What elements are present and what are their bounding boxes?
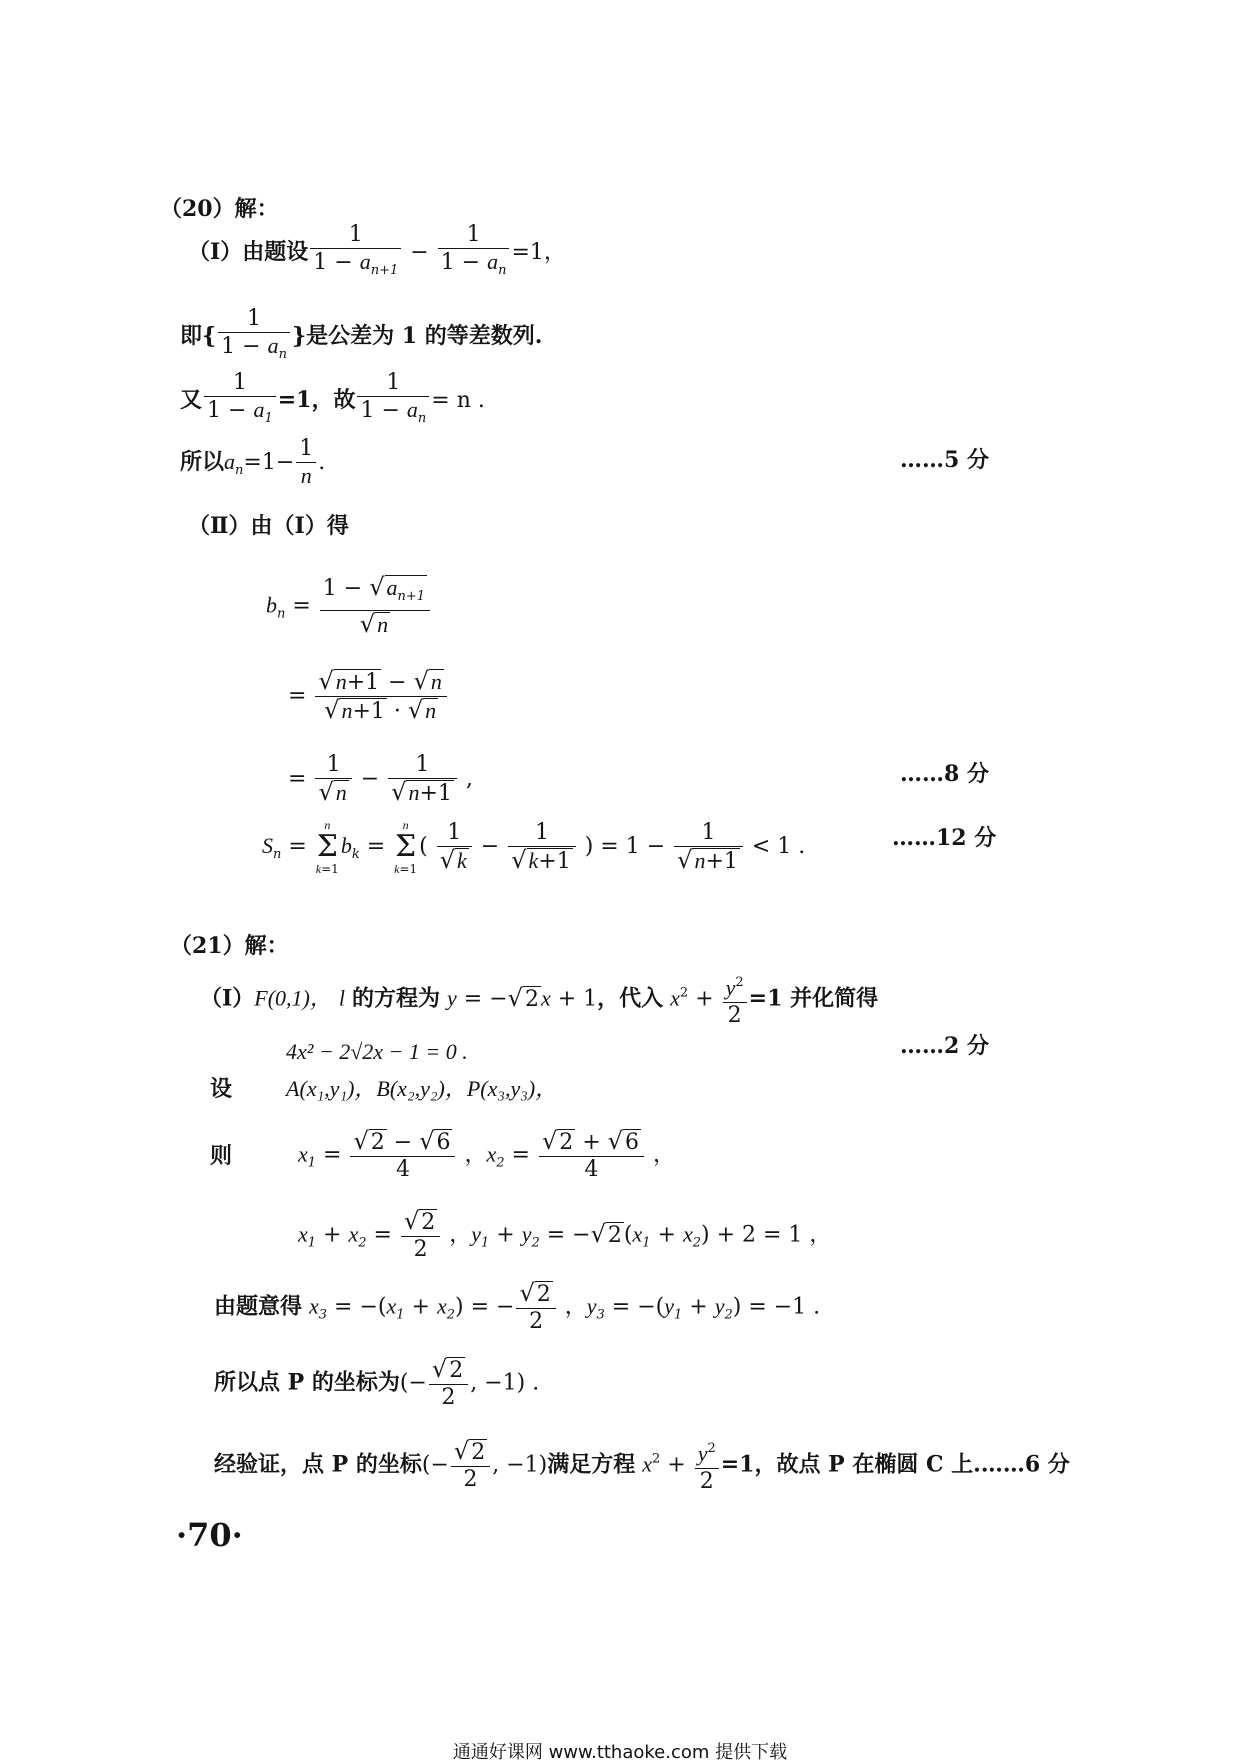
q20-line-1: （Ⅰ）由题设 $\frac{1}{1 - a_{n+1}}$ − $\frac{1}{1 - a_n}$ =1， [188,222,566,284]
sum-symbol: n Σ k=1 [394,818,418,876]
footer-credit: 通通好课网 www.tthaoke.com 提供下载 [452,1742,788,1763]
q21-verify: 经验证，点 P 的坐标(− $\frac{√2}{2}$ , −1)满足方程 $x^2$ + $\frac{y^2}{2}$ =1，故点 P 在椭圆 C 上.……6 分 [214,1437,1070,1494]
score-5: ……5 分 [900,447,989,473]
q21-points [286,1075,557,1104]
q21-sum-values: $x_1 + x_2$ = $\frac{√2}{2}$ ，$y_1 + y_2 = -√2(x_1 + x_2) + 2 = 1$ ， [298,1207,832,1262]
fraction: $\frac{1}{n}$ [296,436,316,490]
fraction: $\frac{√2 + √6}{4}$ [539,1128,644,1183]
fraction: $\frac{y^2}{2}$ [695,1436,719,1495]
q21-verify-prefix: 经验证，点 P 的坐标 [214,1451,422,1478]
fraction: $\frac{1}{1 - a_n}$ [218,306,290,368]
fraction: $\frac{1}{1 - a_1}$ [204,370,276,432]
q20-line-3 [180,370,485,432]
score-8: ……8 分 [900,761,989,787]
fraction: $\frac{1}{1 - a_n}$ [438,222,510,284]
q20-line-3-prefix: 又 [180,387,203,413]
fraction: $\frac{1}{√n+1}$ [388,752,457,807]
q20-part-2: （Ⅱ）由（Ⅰ）得 [188,513,349,539]
score-6: ……6 分 [980,1451,1070,1478]
fraction: $\frac{1}{√k}$ [437,820,472,875]
q21-focus: F(0,1)， [254,985,332,1011]
q20-line-4: 所以$a_n=1-$ $\frac{1}{n}$ . [180,436,326,488]
fraction: $\frac{√2}{2}$ [401,1208,440,1263]
q21-by-meaning-label: 由题意得 [214,1293,303,1320]
q21-verify-suffix: =1，故点 P 在椭圆 C 上. [720,1451,981,1478]
q20-sn-eq: $S_n$ = n Σ k=1 $b_k$ = n Σ k=1 ( $\frac{1}{√k}$ − $\frac{1}{√k+1}$ ) = 1 − $\frac{1}{√n+1}$ < 1 . [262,818,806,876]
q20-bn-eq-1: $b_n$ = $\frac{1 - √a_{n+1}}{√n}$ [266,574,432,639]
q21-header: （21）解： [170,933,289,959]
q20-header: （20）解： [160,196,279,222]
q20-line-2 [180,306,542,368]
q20-bn-eq-2: = $\frac{√n+1 - √n}{√n+1 \cdot √n}$ [288,668,449,725]
fraction: $\frac{√2}{2}$ [429,1356,468,1411]
fraction: $\frac{1}{√n+1}$ [674,820,743,875]
q21-line-1-suffix: =1 并化简得 [748,985,879,1012]
q21-verify-mid: 满足方程 [547,1451,636,1478]
fraction: $\frac{1}{1 - a_{n+1}}$ [310,222,401,284]
sum-symbol: n Σ k=1 [315,818,339,876]
q20-line-4-eq: =1− [243,450,295,475]
fraction: $\frac{1}{√n}$ [315,752,351,807]
q21-line-1: （Ⅰ）F(0,1)， l 的方程为 y = −√2x + 1，代入 $x^2$ + $\frac{y^2}{2}$ =1 并化简得 [200,970,878,1029]
fraction: $\frac{√n+1 - √n}{√n+1 \cdot √n}$ [315,668,446,725]
q21-line-1-mid2: ，代入 [597,985,664,1012]
fraction: $\frac{y^2}{2}$ [723,970,747,1029]
q21-by-meaning: 由题意得 $x_3 = -(x_1 + x_2)$ = − $\frac{√2}{2}$ ，$y_3 = -(y_1 + y_2) = -1$ . [214,1279,821,1334]
score-12: ……12 分 [892,825,997,851]
q20-line-2-suffix: }是公差为 1 的等差数列. [291,323,543,349]
q20-bn-eq-3: = $\frac{1}{√n}$ − $\frac{1}{√n+1}$ , [288,752,473,806]
q21-points-text: A(x₁,y₁)，B(x₂,y₂)，P(x₃,y₃)， [286,1076,558,1101]
q21-x-values: $x_1$ = $\frac{√2 - √6}{4}$ ，$x_2$ = $\frac{√2 + √6}{4}$ ， [298,1127,675,1182]
q20-line-1-suffix: =1， [511,240,566,265]
fraction: $\frac{√2 - √6}{4}$ [350,1128,455,1183]
score-2: ……2 分 [900,1033,989,1059]
q21-line-1-mid1: 的方程为 [352,985,441,1012]
page-number: ·70· [176,1516,243,1554]
fraction: $\frac{√2}{2}$ [451,1438,490,1493]
q20-line-3-suffix: = n . [431,388,485,413]
q21-quadratic-text: 4x² − 2√2x − 1 = 0 . [286,1039,468,1064]
fraction: $\frac{1}{1 - a_n}$ [357,370,429,432]
q21-coord: 所以点 P 的坐标为(− $\frac{√2}{2}$ , −1) . [214,1355,540,1410]
fraction: $\frac{1}{√k+1}$ [508,820,576,875]
q20-line-4-prefix: 所以 [180,449,225,475]
q20-line-3-mid: =1，故 [277,387,356,413]
q21-then-label: 则 [210,1143,233,1169]
q21-set-label: 设 [210,1076,233,1102]
fraction: $\frac{√2}{2}$ [516,1280,555,1335]
fraction: $\frac{1 - √a_{n+1}}{√n}$ [320,574,430,639]
q21-quadratic-eq [286,1038,468,1067]
q20-line-2-prefix: 即{ [180,323,217,349]
q20-line-1-prefix: （Ⅰ）由题设 [188,239,309,265]
q21-line-1-prefix: （Ⅰ） [200,985,255,1012]
q21-coord-label: 所以点 P 的坐标为 [214,1369,400,1396]
